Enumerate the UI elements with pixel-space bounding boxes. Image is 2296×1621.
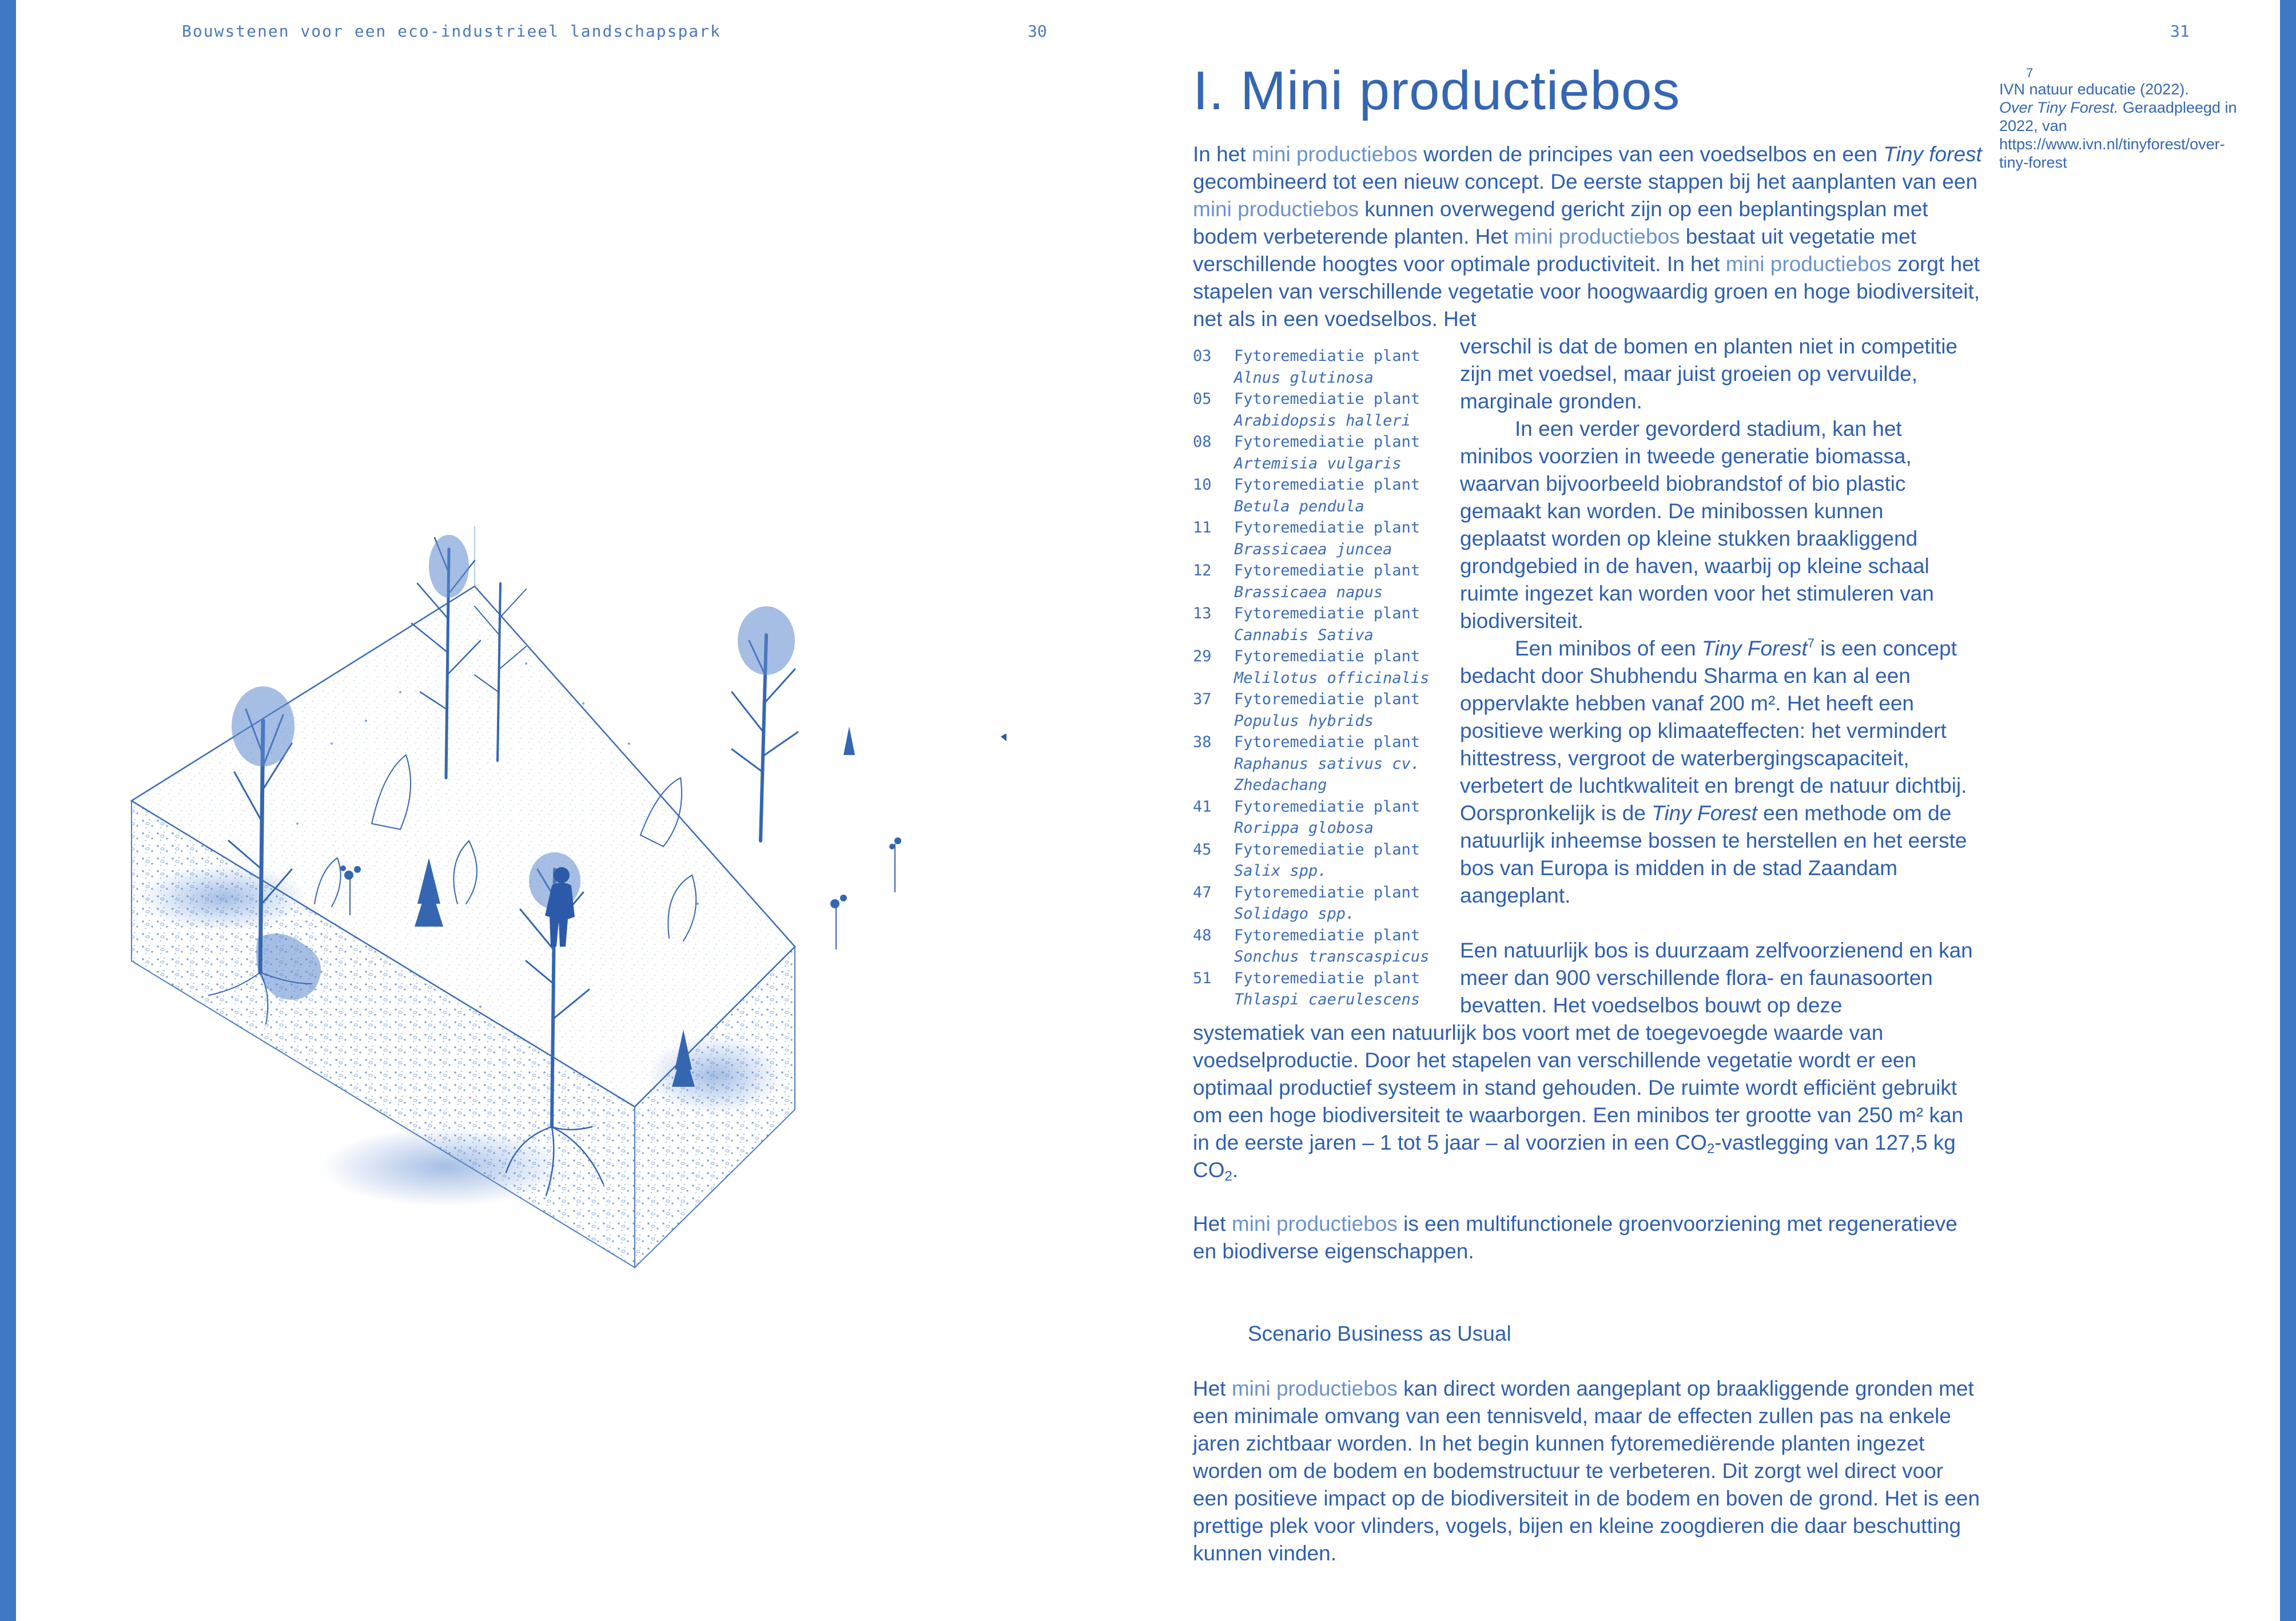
species-number: 48 xyxy=(1193,926,1212,944)
species-label: Fytoremediatie plant xyxy=(1234,690,1420,708)
text-column xyxy=(1460,333,1975,1019)
species-latin-name: Brassicaea juncea xyxy=(1234,540,1392,558)
species-latin-name: Melilotus officinalis xyxy=(1234,669,1430,687)
species-label: Fytoremediatie plant xyxy=(1234,476,1420,494)
footnote-ref: 7 xyxy=(1807,636,1815,650)
left-edge-band xyxy=(0,0,16,1621)
species-label: Fytoremediatie plant xyxy=(1234,883,1420,901)
keyword: mini productiebos xyxy=(1231,1377,1398,1400)
species-item xyxy=(1193,646,1462,689)
species-list xyxy=(1193,345,1462,1011)
species-label: Fytoremediatie plant xyxy=(1234,562,1420,579)
species-label: Fytoremediatie plant xyxy=(1234,797,1420,816)
paragraph-systematiek: systematiek van een natuurlijk bos voort met de toegevoegde waarde van voedselproductie. Door het stapelen van verschillende vegetatie wordt er een optimaal productief systeem in stand gehouden. De ruimte wordt efficiënt gebruikt om een hoge biodiversiteit te waarborgen. Een minibos ter grootte van 250 m² kan in de eerste jaren – 1 tot 5 jaar – al voorzien in een $CO_2$-vastlegging van 127,5 kg $CO_2$. xyxy=(1193,1021,1964,1184)
keyword: mini productiebos xyxy=(1251,142,1418,166)
species-label: Fytoremediatie plant xyxy=(1234,519,1420,537)
footnote-reference: Geraadpleegd in 2022, van https://www.ivn.nl/tinyforest/over-tiny-forest xyxy=(1999,99,2237,171)
species-number: 12 xyxy=(1193,562,1212,579)
footnote-title: Over Tiny Forest. xyxy=(1999,99,2119,116)
species-latin-name: Brassicaea napus xyxy=(1234,583,1383,601)
keyword: mini productiebos xyxy=(1231,1212,1398,1235)
paragraph-verschil: verschil is dat de bomen en planten niet in competitie zijn met voedsel, maar juist groeien op vervuilde, marginale gronden. xyxy=(1460,335,1958,413)
species-number: 41 xyxy=(1193,797,1212,816)
species-number: 51 xyxy=(1193,969,1212,987)
species-item xyxy=(1193,345,1462,388)
species-item xyxy=(1193,474,1462,517)
page-number-right: 31 xyxy=(2170,22,2190,41)
species-item xyxy=(1193,925,1462,968)
species-item xyxy=(1193,560,1462,603)
species-label: Fytoremediatie plant xyxy=(1234,433,1420,451)
species-number: 38 xyxy=(1193,733,1212,751)
species-latin-name: Sonchus transcaspicus xyxy=(1234,948,1430,966)
species-number: 11 xyxy=(1193,519,1212,537)
species-label: Fytoremediatie plant xyxy=(1234,647,1420,665)
species-label: Fytoremediatie plant xyxy=(1234,840,1420,859)
species-item xyxy=(1193,839,1462,882)
species-latin-name: Betula pendula xyxy=(1234,497,1364,515)
footnote-source: IVN natuur educatie (2022). xyxy=(1999,81,2189,98)
species-item xyxy=(1193,796,1462,839)
species-number: 29 xyxy=(1193,647,1212,665)
species-label: Fytoremediatie plant xyxy=(1234,390,1420,408)
species-label: Fytoremediatie plant xyxy=(1234,733,1420,751)
page-number-left: 30 xyxy=(1028,22,1047,41)
species-latin-name: Populus hybrids xyxy=(1234,712,1374,730)
species-number: 05 xyxy=(1193,390,1212,408)
species-item xyxy=(1193,603,1462,646)
right-edge-band xyxy=(2280,0,2296,1621)
species-number: 13 xyxy=(1193,605,1212,622)
species-number: 45 xyxy=(1193,840,1212,859)
keyword: mini productiebos xyxy=(1514,225,1680,248)
species-item xyxy=(1193,388,1462,431)
species-label: Fytoremediatie plant xyxy=(1234,969,1420,987)
intro-paragraph: In het mini productiebos worden de principes van een voedselbos en een Tiny forest gecombineerd tot een nieuw concept. De eerste stappen bij het aanplanten van een mini productiebos kunnen overwegend gericht zijn op een beplantingsplan met bodem verbeterende planten. Het mini productiebos bestaat uit vegetatie met verschillende hoogtes voor optimale productiviteit. In het mini productiebos zorgt het stapelen van verschillende vegetatie voor hoogwaardig groen en hoge biodiversiteit, net als in een voedselbos. Het xyxy=(1193,142,1982,331)
paragraph-tiny-forest: Een minibos of een Tiny Forest$^7$ is een concept bedacht door Shubhendu Sharma en kan al een oppervlakte hebben vanaf 200 m². Het heeft een positieve werking op klimaateffecten: het vermindert hittestress, vergroot de waterbergingscapaciteit, verbetert de luchtkwaliteit en brengt de natuur dichtbij. Oorspronkelijk is de Tiny Forest een methode om de natuurlijk inheemse bossen te herstellen en het eerste bos van Europa is midden in de stad Zaandam aangeplant. xyxy=(1460,636,1967,907)
species-latin-name: Arabidopsis halleri xyxy=(1234,411,1411,430)
page-title: I. Mini productiebos xyxy=(1193,60,1681,121)
species-latin-name: Salix spp. xyxy=(1234,862,1327,880)
paragraph-scenario: Het mini productiebos kan direct worden aangeplant op braakliggende gronden met een minimale omvang van een tennisveld, maar de effecten zullen pas na enkele jaren zichtbaar worden. In het begin kunnen fytoremediërende planten ingezet worden om de bodem en bodemstructuur te verbeteren. Dit zorgt wel direct voor een positieve impact op de biodiversiteit in de bodem en boven de grond. Het is een prettige plek voor vlinders, vogels, bijen en kleine zoogdieren die daar beschutting kunnen vinden. xyxy=(1193,1377,1980,1565)
paragraph-stadium: In een verder gevorderd stadium, kan het minibos voorzien in tweede generatie biomassa, waarvan bijvoorbeeld biobrandstof of bio plastic gemaakt kan worden. De minibossen kunnen geplaatst worden op kleine stukken braakliggend grondgebied in de haven, waarbij op kleine schaal ruimte ingezet kan worden voor het stimuleren van biodiversiteit. xyxy=(1460,417,1934,633)
species-latin-name: Solidago spp. xyxy=(1234,905,1355,923)
keyword: mini productiebos xyxy=(1725,252,1892,276)
paragraph-natuurlijk-bos: Een natuurlijk bos is duurzaam zelfvoorzienend en kan meer dan 900 verschillende flora- en faunasoorten bevatten. Het voedselbos bouwt op deze xyxy=(1460,939,1973,1017)
species-item xyxy=(1193,431,1462,474)
species-latin-name: Thlaspi caerulescens xyxy=(1234,991,1420,1008)
species-label: Fytoremediatie plant xyxy=(1234,347,1420,365)
species-latin-name: Rorippa globosa xyxy=(1234,819,1374,837)
species-item xyxy=(1193,882,1462,925)
paragraph-multifunctioneel: Het mini productiebos is een multifunctionele groenvoorziening met regeneratieve en biodiverse eigenschappen. xyxy=(1193,1212,1957,1263)
species-number: 47 xyxy=(1193,883,1212,901)
footnote-number: 7 xyxy=(2026,66,2034,80)
species-number: 03 xyxy=(1193,347,1212,365)
mini-productiebos-illustration xyxy=(126,503,1006,1281)
species-label: Fytoremediatie plant xyxy=(1234,605,1420,622)
keyword: mini productiebos xyxy=(1193,197,1359,221)
species-number: 37 xyxy=(1193,690,1212,708)
footnote xyxy=(1999,66,2239,172)
species-item xyxy=(1193,517,1462,560)
species-item xyxy=(1193,732,1462,796)
species-latin-name: Cannabis Sativa xyxy=(1234,626,1374,644)
species-number: 08 xyxy=(1193,433,1212,451)
species-latin-name: Raphanus sativus cv. Zhedachang xyxy=(1234,754,1420,794)
scenario-heading: Scenario Business as Usual xyxy=(1248,1322,1511,1345)
species-latin-name: Alnus glutinosa xyxy=(1234,368,1374,387)
species-item xyxy=(1193,689,1462,732)
species-item xyxy=(1193,968,1462,1011)
species-number: 10 xyxy=(1193,476,1212,494)
species-latin-name: Artemisia vulgaris xyxy=(1234,454,1402,472)
species-label: Fytoremediatie plant xyxy=(1234,926,1420,944)
running-title: Bouwstenen voor een eco-industrieel landschapspark xyxy=(182,22,721,41)
